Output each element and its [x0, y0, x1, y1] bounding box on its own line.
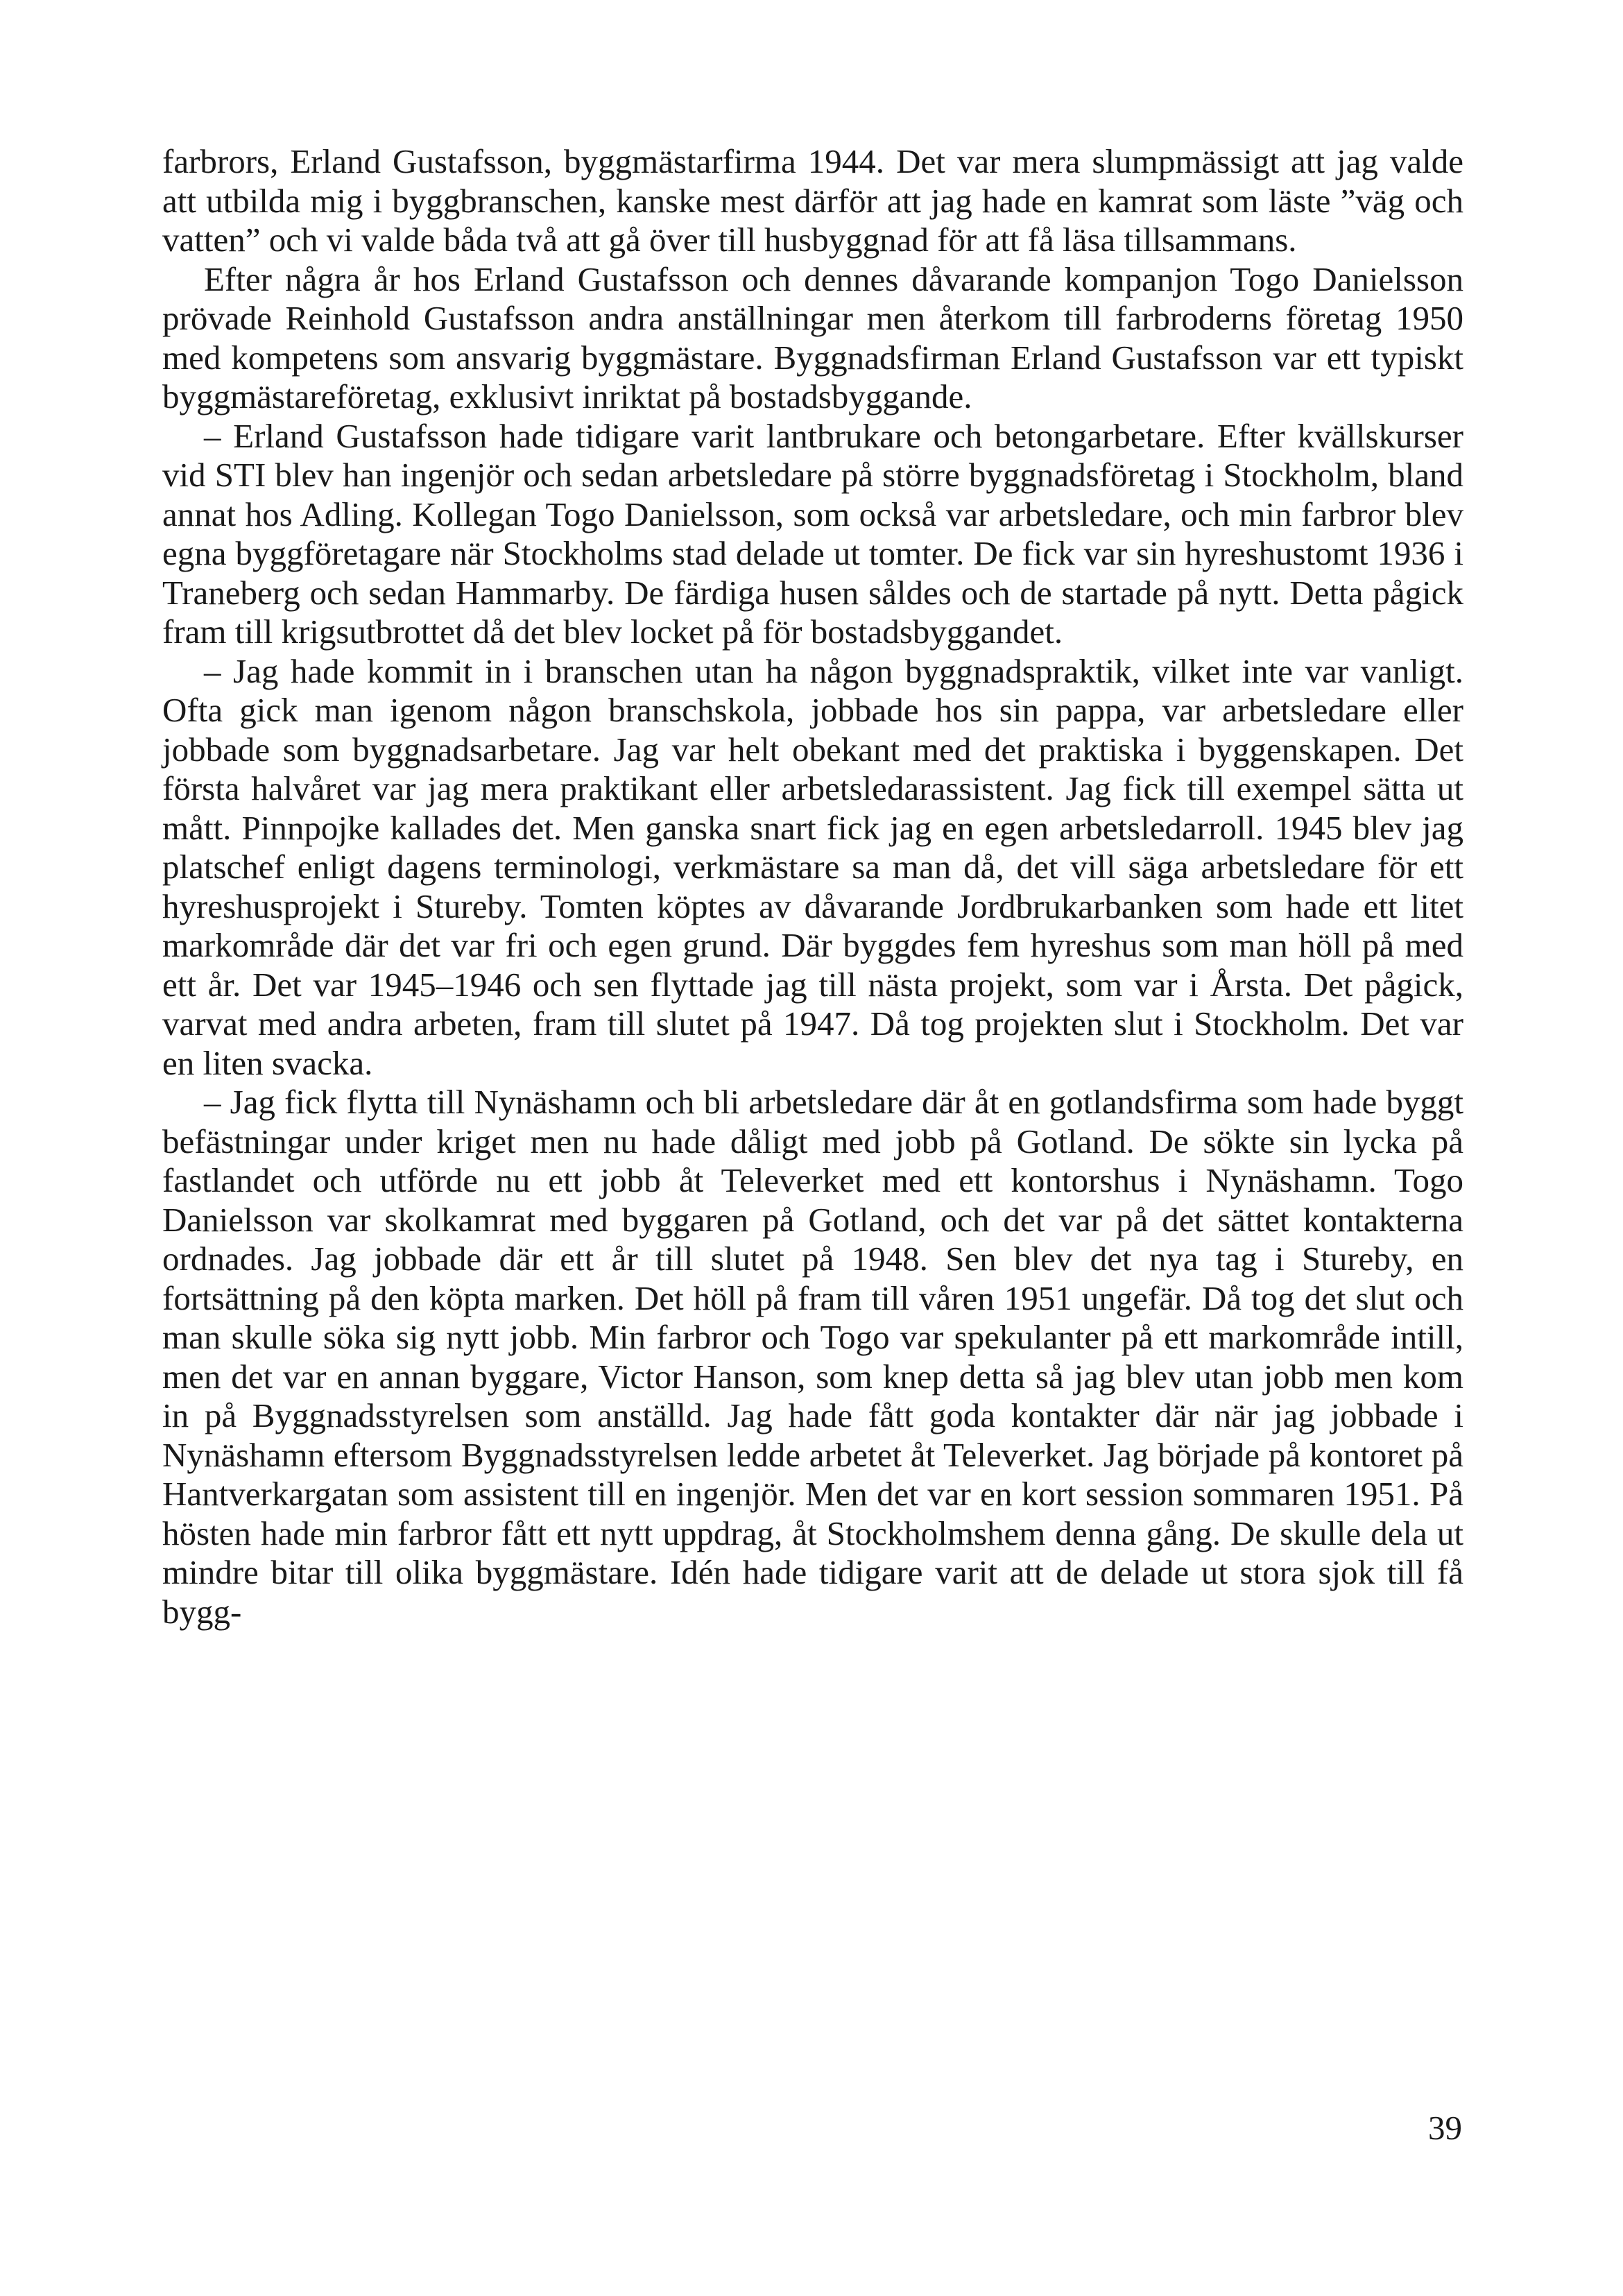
paragraph-5: – Jag fick flytta till Nynäshamn och bli arbetsledare där åt en gotlandsfirma som hade byggt befästningar under kriget men nu hade dåligt med jobb på Gotland. De sökte sin lycka på fastlandet och utförde nu ett jobb åt Televerket med ett kontorshus i Nynäshamn. Togo Danielsson var skolkamrat med byggaren på Gotland, och det var på det sättet kontakterna ordnades. Jag jobbade där ett år till slutet på 1948. Sen blev det nya tag i Stureby, en fortsättning på den köpta marken. Det höll på fram till våren 1951 ungefär. Då tog det slut och man skulle söka sig nytt jobb. Min farbror och Togo var spekulanter på ett markområde intill, men det var en annan byggare, Victor Hanson, som knep detta så jag blev utan jobb men kom in på Byggnadsstyrelsen som anställd. Jag hade fått goda kontakter där när jag jobbade i Nynäshamn eftersom Byggnadsstyrelsen ledde arbetet åt Televerket. Jag började på kontoret på Hantverkargatan som assistent till en ingenjör. Men det var en kort session sommaren 1951. På hösten hade min farbror fått ett nytt uppdrag, åt Stockholmshem denna gång. De skulle dela ut mindre bitar till olika byggmästare. Idén hade tidigare varit att de delade ut stora sjok till få bygg-: [162, 1083, 1463, 1631]
paragraph-4: – Jag hade kommit in i branschen utan ha någon byggnadspraktik, vilket inte var vanligt. Ofta gick man igenom någon branschskola, jobbade hos sin pappa, var arbetsledare eller jobbade som byggnadsarbetare. Jag var helt obekant med det praktiska i byggenskapen. Det första halvåret var jag mera praktikant eller arbetsledarassistent. Jag fick till exempel sätta ut mått. Pinnpojke kallades det. Men ganska snart fick jag en egen arbetsledarroll. 1945 blev jag platschef enligt dagens terminologi, verkmästare sa man då, det vill säga arbetsledare för ett hyreshusprojekt i Stureby. Tomten köptes av dåvarande Jordbrukarbanken som hade ett litet markområde där det var fri och egen grund. Där byggdes fem hyreshus som man höll på med ett år. Det var 1945–1946 och sen flyttade jag till nästa projekt, som var i Årsta. Det pågick, varvat med andra arbeten, fram till slutet på 1947. Då tog projekten slut i Stockholm. Det var en liten svacka.: [162, 651, 1463, 1082]
paragraph-2: Efter några år hos Erland Gustafsson och dennes dåvarande kompanjon Togo Danielsson prövade Reinhold Gustafsson andra anställningar men återkom till farbroderns företag 1950 med kompetens som ansvarig byggmästare. Byggnadsfirman Erland Gustafsson var ett typiskt byggmästareföretag, exklusivt inriktat på bostadsbyggande.: [162, 259, 1463, 415]
page-number: 39: [1428, 2109, 1462, 2147]
body-text: [162, 142, 1463, 1631]
paragraph-1: farbrors, Erland Gustafsson, byggmästarfirma 1944. Det var mera slumpmässigt att jag valde att utbilda mig i byggbranschen, kanske mest därför att jag hade en kamrat som läste ”väg och vatten” och vi valde båda två att gå över till husbyggnad för att få läsa tillsammans.: [162, 142, 1463, 259]
paragraph-3: – Erland Gustafsson hade tidigare varit lantbrukare och betongarbetare. Efter kvällskurser vid STI blev han ingenjör och sedan arbetsledare på större byggnadsföretag i Stockholm, bland annat hos Adling. Kollegan Togo Danielsson, som också var arbetsledare, och min farbror blev egna byggföretagare när Stockholms stad delade ut tomter. De fick var sin hyreshustomt 1936 i Traneberg och sedan Hammarby. De färdiga husen såldes och de startade på nytt. Detta pågick fram till krigsutbrottet då det blev locket på för bostadsbyggandet.: [162, 416, 1463, 651]
